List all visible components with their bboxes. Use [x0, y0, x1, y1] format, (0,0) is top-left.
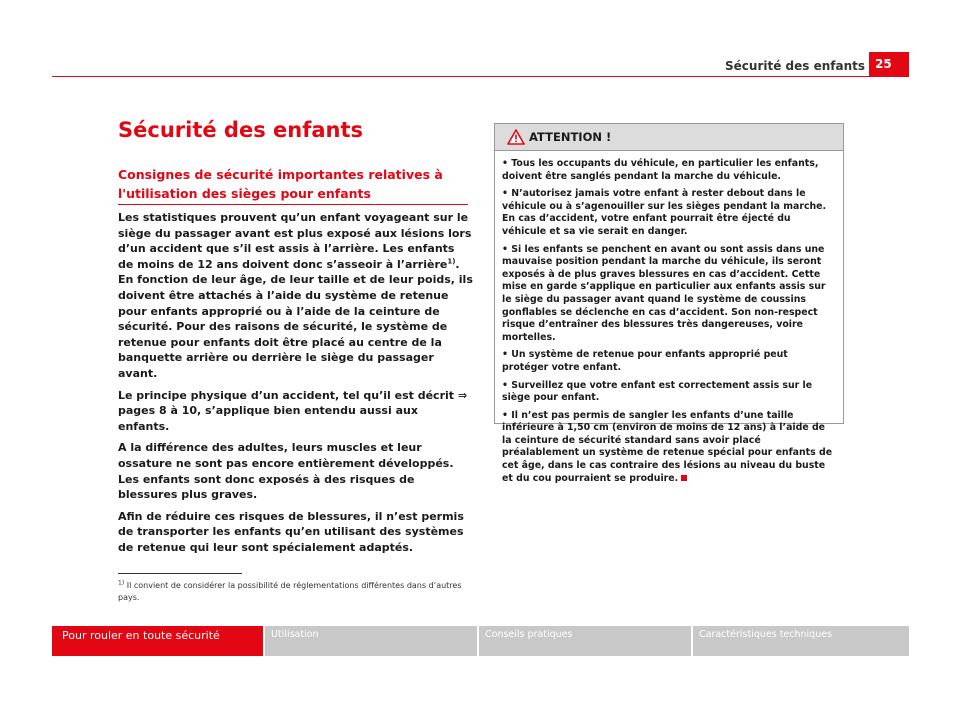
paragraph-3: A la différence des adultes, leurs muscles et leur ossature ne sont pas encore entièrement développés. Les enfants sont donc exposés à des risques de blessures plus graves. — [118, 441, 454, 502]
footer-tab-safety[interactable]: Pour rouler en toute sécurité — [52, 626, 265, 656]
warning-item: • Tous les occupants du véhicule, en particulier les enfants, doivent être sanglés pendant la marche du véhicule. — [502, 158, 819, 182]
footer-tab-technical-data[interactable]: Caractéristiques techniques — [693, 626, 909, 656]
warning-body — [495, 151, 843, 485]
warning-item: • Un système de retenue pour enfants approprié peut protéger votre enfant. — [502, 349, 788, 373]
warning-header — [495, 124, 843, 151]
footnote-ref[interactable]: 1) — [447, 257, 456, 266]
footer-nav — [52, 626, 909, 656]
body-text — [118, 210, 473, 561]
page-title: Sécurité des enfants — [118, 118, 363, 142]
footer-tab-operation[interactable]: Utilisation — [265, 626, 479, 656]
running-header-title: Sécurité des enfants — [725, 59, 865, 73]
end-of-section-marker — [681, 475, 687, 481]
warning-title: ATTENTION ! — [529, 130, 612, 144]
footer-tab-practical-tips[interactable]: Conseils pratiques — [479, 626, 693, 656]
paragraph-1: Les statistiques prouvent qu’un enfant voyageant sur le siège du passager avant est plus exposé aux lésions lors d’un accident que s’il est assis à l’arrière. Les enfants de moins de 12 ans doivent donc s’asseoir à l’arrière$^{1)}$. En fonction de leur âge, de leur taille et de leur poids, ils doivent être attachés à l’aide du système de retenue pour enfants approprié ou à l’aide de la ceinture de sécurité. Pour des raisons de sécurité, le système de retenue pour enfants doit être placé au centre de la banquette arrière ou derrière le siège du passager avant. — [118, 211, 473, 380]
warning-box — [494, 123, 844, 484]
footnote-rule — [118, 573, 242, 574]
section-heading: Consignes de sécurité importantes relatives à l'utilisation des sièges pour enfants — [118, 165, 468, 205]
warning-item: • Surveillez que votre enfant est correctement assis sur le siège pour enfant. — [502, 379, 813, 404]
warning-triangle-icon — [507, 129, 525, 149]
paragraph-4: Afin de réduire ces risques de blessures, il n’est permis de transporter les enfants qu’en utilisant des systèmes de retenue qui leur sont spécialement adaptés. — [118, 509, 464, 554]
footnote: $^{1)}$ Il convient de considérer la possibilité de réglementations différentes dans d’autres pays. — [118, 579, 462, 602]
header-rule — [52, 76, 909, 77]
warning-item-last: • Il n’est pas permis de sangler les enfants d’une taille inférieure à 1,50 cm (environ de moins de 12 ans) à l’aide de la ceinture de sécurité standard sans avoir placé préalablement un système de retenue spécial pour enfants de cet âge, dans le cas contraire des lésions au niveau du buste et du cou pourraient se produire. — [502, 409, 833, 484]
cross-reference-arrow[interactable]: ⇒ — [457, 388, 468, 402]
warning-item: • N’autorisez jamais votre enfant à rester debout dans le véhicule ou à s’agenouiller sur les sièges pendant la marche. En cas d’accident, votre enfant pourrait être éjecté du véhicule et sa vie serait en danger. — [502, 188, 827, 237]
page-number: 25 — [869, 52, 909, 76]
warning-item: • Si les enfants se penchent en avant ou sont assis dans une mauvaise position pendant la marche du véhicule, ils seront exposés à de plus graves blessures en cas d’accident. Cette mise en garde s’applique en particulier aux enfants assis sur le siège du passager avant quand le système de coussins gonflables se déclenche en cas d’accident. Son non-respect risque d’entraîner des blessures très dangereuses, voire mortelles. — [502, 243, 826, 343]
paragraph-2: Le principe physique d’un accident, tel qu’il est décrit ⇒ pages 8 à 10, s’applique bien entendu aussi aux enfants. — [118, 388, 468, 433]
